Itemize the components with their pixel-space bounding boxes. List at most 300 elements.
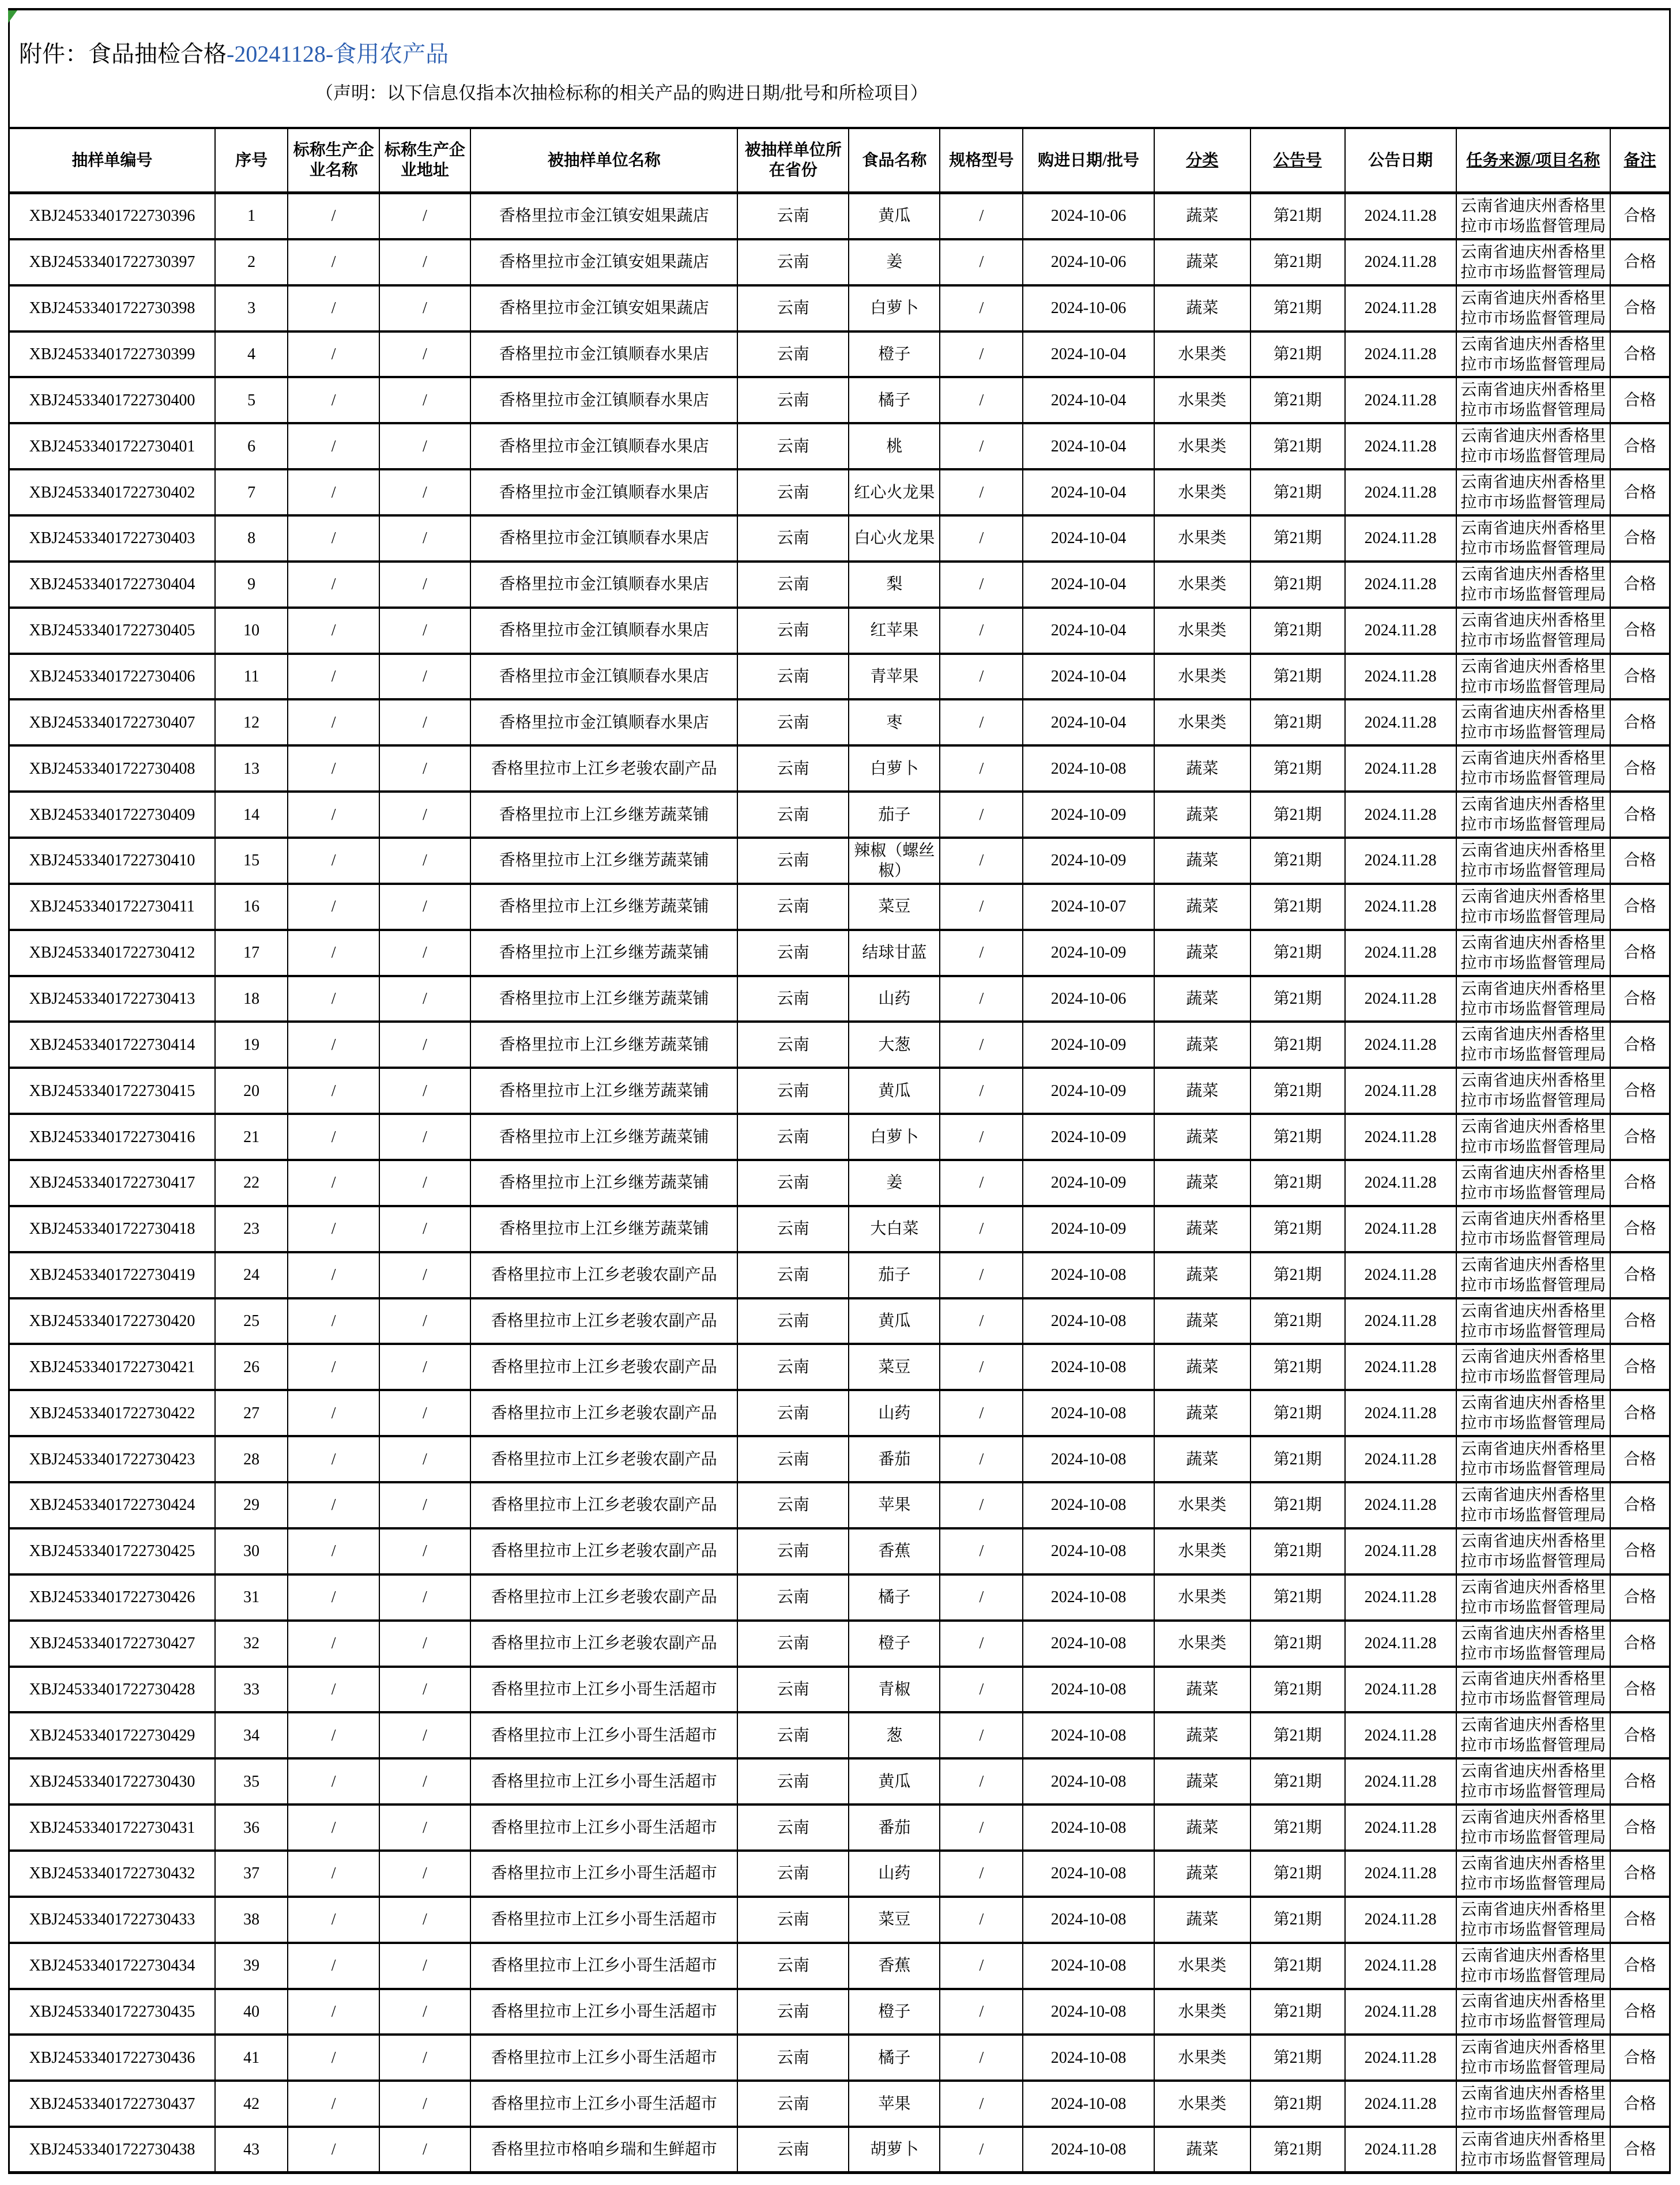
cell-food-name: 橙子 (849, 1990, 940, 2034)
cell-notice-date: 2024.11.28 (1346, 1391, 1457, 1435)
cell-food-name: 菜豆 (849, 885, 940, 929)
cell-remark: 合格 (1624, 759, 1656, 778)
cell-task-source: 云南省迪庆州香格里拉市市场监督管理局 (1457, 655, 1611, 699)
cell-province: 云南 (738, 287, 849, 330)
cell-food-name: 白萝卜 (849, 1115, 940, 1159)
cell-seq-no: 30 (216, 1530, 289, 1573)
cell-notice-no: 第21期 (1251, 1483, 1346, 1527)
cell-seq-no: 3 (216, 287, 289, 330)
cell-producer-name: / (288, 1253, 379, 1297)
cell-spec-model: / (940, 1990, 1023, 2034)
cell-sample-id: XBJ24533401722730425 (10, 1530, 216, 1573)
table-row (10, 655, 1669, 701)
cell-producer-name: / (288, 1161, 379, 1205)
cell-spec-model: / (940, 1530, 1023, 1573)
cell-producer-name: / (288, 1437, 379, 1481)
cell-purchase-date: 2024-10-08 (1023, 1898, 1154, 1942)
cell-sampled-unit: 香格里拉市上江乡小哥生活超市 (471, 2036, 738, 2079)
cell-producer-address: / (380, 1576, 471, 1619)
cell-sampled-unit: 香格里拉市上江乡继芳蔬菜铺 (471, 1023, 738, 1067)
cell-spec-model: / (940, 1898, 1023, 1942)
cell-purchase-date: 2024-10-08 (1023, 2036, 1154, 2079)
cell-remark: 合格 (1624, 1404, 1656, 1422)
cell-sample-id: XBJ24533401722730402 (10, 470, 216, 514)
cell-food-name: 番茄 (849, 1437, 940, 1481)
attachment-title-text: 食品抽检合格 (88, 41, 227, 67)
cell-producer-name: / (288, 1391, 379, 1435)
cell-task-source: 云南省迪庆州香格里拉市市场监督管理局 (1457, 333, 1611, 376)
table-row (10, 609, 1669, 655)
cell-task-source: 云南省迪庆州香格里拉市市场监督管理局 (1457, 793, 1611, 837)
cell-purchase-date: 2024-10-08 (1023, 1668, 1154, 1712)
cell-remark: 合格 (1624, 1220, 1656, 1238)
cell-seq-no: 43 (216, 2128, 289, 2171)
cell-purchase-date: 2024-10-08 (1023, 1713, 1154, 1757)
cell-task-source: 云南省迪庆州香格里拉市市场监督管理局 (1457, 1299, 1611, 1343)
cell-remark: 合格 (1624, 1726, 1656, 1745)
cell-notice-no: 第21期 (1251, 378, 1346, 422)
cell-sample-id: XBJ24533401722730413 (10, 977, 216, 1021)
cell-producer-address: / (380, 1115, 471, 1159)
cell-province: 云南 (738, 1207, 849, 1251)
column-header-category: 分类 (1155, 129, 1251, 191)
cell-notice-date: 2024.11.28 (1346, 1023, 1457, 1067)
cell-remark: 合格 (1624, 1312, 1656, 1331)
cell-category: 水果类 (1155, 1990, 1251, 2034)
attachment-prefix: 附件： (19, 41, 88, 67)
attachment-link[interactable]: -20241128-食用农产品 (227, 41, 449, 67)
cell-task-source: 云南省迪庆州香格里拉市市场监督管理局 (1457, 1345, 1611, 1389)
cell-producer-address: / (380, 700, 471, 744)
cell-province: 云南 (738, 1576, 849, 1619)
cell-seq-no: 12 (216, 700, 289, 744)
cell-sampled-unit: 香格里拉市上江乡老骏农副产品 (471, 1483, 738, 1527)
cell-task-source: 云南省迪庆州香格里拉市市场监督管理局 (1457, 747, 1611, 790)
cell-notice-no: 第21期 (1251, 1207, 1346, 1251)
cell-sampled-unit: 香格里拉市上江乡老骏农副产品 (471, 747, 738, 790)
cell-sampled-unit: 香格里拉市上江乡小哥生活超市 (471, 1806, 738, 1849)
table-row (10, 1391, 1669, 1437)
table-row (10, 885, 1669, 931)
cell-seq-no: 9 (216, 563, 289, 606)
cell-purchase-date: 2024-10-08 (1023, 1483, 1154, 1527)
cell-notice-no: 第21期 (1251, 885, 1346, 929)
cell-province: 云南 (738, 1253, 849, 1297)
table-row (10, 1023, 1669, 1069)
cell-notice-date: 2024.11.28 (1346, 793, 1457, 837)
cell-purchase-date: 2024-10-08 (1023, 747, 1154, 790)
cell-producer-address: / (380, 655, 471, 699)
cell-sample-id: XBJ24533401722730432 (10, 1852, 216, 1896)
cell-notice-date: 2024.11.28 (1346, 700, 1457, 744)
cell-notice-no: 第21期 (1251, 1898, 1346, 1942)
cell-sampled-unit: 香格里拉市上江乡继芳蔬菜铺 (471, 885, 738, 929)
cell-sample-id: XBJ24533401722730409 (10, 793, 216, 837)
cell-food-name: 胡萝卜 (849, 2128, 940, 2171)
table-row (10, 1713, 1669, 1760)
cell-producer-name: / (288, 793, 379, 837)
cell-sampled-unit: 香格里拉市金江镇顺春水果店 (471, 470, 738, 514)
cell-sample-id: XBJ24533401722730426 (10, 1576, 216, 1619)
cell-producer-address: / (380, 1483, 471, 1527)
cell-purchase-date: 2024-10-04 (1023, 470, 1154, 514)
cell-remark: 合格 (1624, 1358, 1656, 1376)
table-row (10, 2128, 1669, 2174)
cell-province: 云南 (738, 747, 849, 790)
cell-category: 蔬菜 (1155, 1345, 1251, 1389)
cell-sample-id: XBJ24533401722730424 (10, 1483, 216, 1527)
cell-food-name: 山药 (849, 1391, 940, 1435)
cell-producer-address: / (380, 563, 471, 606)
cell-notice-date: 2024.11.28 (1346, 1345, 1457, 1389)
cell-producer-name: / (288, 1806, 379, 1849)
cell-sampled-unit: 香格里拉市上江乡继芳蔬菜铺 (471, 1115, 738, 1159)
cell-seq-no: 27 (216, 1391, 289, 1435)
cell-seq-no: 8 (216, 517, 289, 560)
cell-task-source: 云南省迪庆州香格里拉市市场监督管理局 (1457, 839, 1611, 883)
cell-sample-id: XBJ24533401722730434 (10, 1944, 216, 1988)
cell-notice-date: 2024.11.28 (1346, 2128, 1457, 2171)
cell-remark: 合格 (1624, 944, 1656, 962)
cell-notice-no: 第21期 (1251, 1437, 1346, 1481)
cell-task-source: 云南省迪庆州香格里拉市市场监督管理局 (1457, 517, 1611, 560)
cell-province: 云南 (738, 1483, 849, 1527)
cell-producer-name: / (288, 2082, 379, 2126)
cell-seq-no: 5 (216, 378, 289, 422)
cell-seq-no: 40 (216, 1990, 289, 2034)
cell-category: 蔬菜 (1155, 839, 1251, 883)
cell-seq-no: 22 (216, 1161, 289, 1205)
cell-food-name: 桃 (849, 424, 940, 468)
cell-spec-model: / (940, 517, 1023, 560)
cell-remark: 合格 (1624, 1818, 1656, 1837)
cell-seq-no: 37 (216, 1852, 289, 1896)
cell-notice-no: 第21期 (1251, 1668, 1346, 1712)
cell-purchase-date: 2024-10-08 (1023, 1437, 1154, 1481)
cell-sample-id: XBJ24533401722730435 (10, 1990, 216, 2034)
table-row (10, 1576, 1669, 1622)
cell-province: 云南 (738, 1530, 849, 1573)
cell-notice-no: 第21期 (1251, 194, 1346, 238)
column-header-notice-no: 公告号 (1251, 129, 1346, 191)
cell-purchase-date: 2024-10-09 (1023, 1207, 1154, 1251)
cell-spec-model: / (940, 931, 1023, 975)
cell-sampled-unit: 香格里拉市上江乡小哥生活超市 (471, 1944, 738, 1988)
table-row (10, 839, 1669, 885)
cell-category: 蔬菜 (1155, 1069, 1251, 1113)
cell-purchase-date: 2024-10-09 (1023, 839, 1154, 883)
cell-remark: 合格 (1624, 575, 1656, 594)
cell-notice-no: 第21期 (1251, 2036, 1346, 2079)
cell-spec-model: / (940, 470, 1023, 514)
cell-sampled-unit: 香格里拉市上江乡老骏农副产品 (471, 1437, 738, 1481)
cell-seq-no: 41 (216, 2036, 289, 2079)
cell-remark: 合格 (1624, 1772, 1656, 1791)
cell-producer-name: / (288, 1299, 379, 1343)
cell-producer-name: / (288, 287, 379, 330)
cell-province: 云南 (738, 1391, 849, 1435)
cell-producer-address: / (380, 1530, 471, 1573)
cell-purchase-date: 2024-10-08 (1023, 1253, 1154, 1297)
cell-food-name: 橙子 (849, 1622, 940, 1666)
cell-remark: 合格 (1624, 621, 1656, 640)
cell-producer-address: / (380, 1437, 471, 1481)
cell-spec-model: / (940, 1760, 1023, 1803)
cell-seq-no: 10 (216, 609, 289, 653)
cell-purchase-date: 2024-10-08 (1023, 1944, 1154, 1988)
table-row (10, 333, 1669, 379)
cell-sample-id: XBJ24533401722730436 (10, 2036, 216, 2079)
cell-category: 水果类 (1155, 700, 1251, 744)
cell-seq-no: 29 (216, 1483, 289, 1527)
cell-producer-address: / (380, 1069, 471, 1113)
cell-remark: 合格 (1624, 1496, 1656, 1515)
cell-notice-date: 2024.11.28 (1346, 1576, 1457, 1619)
cell-producer-address: / (380, 517, 471, 560)
cell-producer-address: / (380, 1852, 471, 1896)
cell-task-source: 云南省迪庆州香格里拉市市场监督管理局 (1457, 2082, 1611, 2126)
cell-province: 云南 (738, 378, 849, 422)
cell-food-name: 白心火龙果 (849, 517, 940, 560)
cell-notice-date: 2024.11.28 (1346, 1299, 1457, 1343)
cell-task-source: 云南省迪庆州香格里拉市市场监督管理局 (1457, 1806, 1611, 1849)
cell-notice-date: 2024.11.28 (1346, 977, 1457, 1021)
cell-notice-no: 第21期 (1251, 1161, 1346, 1205)
cell-spec-model: / (940, 1437, 1023, 1481)
cell-province: 云南 (738, 1944, 849, 1988)
cell-province: 云南 (738, 1023, 849, 1067)
cell-seq-no: 2 (216, 240, 289, 284)
cell-notice-no: 第21期 (1251, 747, 1346, 790)
cell-sample-id: XBJ24533401722730407 (10, 700, 216, 744)
cell-notice-no: 第21期 (1251, 1760, 1346, 1803)
column-header-notice-date: 公告日期 (1346, 129, 1457, 191)
cell-province: 云南 (738, 1622, 849, 1666)
table-row (10, 977, 1669, 1023)
cell-producer-address: / (380, 1760, 471, 1803)
cell-producer-address: / (380, 1806, 471, 1849)
cell-category: 蔬菜 (1155, 240, 1251, 284)
cell-notice-no: 第21期 (1251, 517, 1346, 560)
cell-purchase-date: 2024-10-09 (1023, 793, 1154, 837)
cell-sampled-unit: 香格里拉市金江镇顺春水果店 (471, 378, 738, 422)
cell-notice-date: 2024.11.28 (1346, 931, 1457, 975)
cell-remark: 合格 (1624, 2141, 1656, 2159)
cell-purchase-date: 2024-10-04 (1023, 378, 1154, 422)
cell-category: 蔬菜 (1155, 793, 1251, 837)
cell-sampled-unit: 香格里拉市上江乡小哥生活超市 (471, 2082, 738, 2126)
table-row (10, 1345, 1669, 1391)
column-header-task-source: 任务来源/项目名称 (1457, 129, 1611, 191)
cell-sampled-unit: 香格里拉市金江镇顺春水果店 (471, 517, 738, 560)
cell-seq-no: 31 (216, 1576, 289, 1619)
cell-spec-model: / (940, 2036, 1023, 2079)
cell-purchase-date: 2024-10-04 (1023, 424, 1154, 468)
cell-purchase-date: 2024-10-08 (1023, 1576, 1154, 1619)
cell-sampled-unit: 香格里拉市金江镇安姐果蔬店 (471, 240, 738, 284)
cell-producer-name: / (288, 1023, 379, 1067)
cell-producer-address: / (380, 1990, 471, 2034)
cell-province: 云南 (738, 1437, 849, 1481)
cell-spec-model: / (940, 1668, 1023, 1712)
cell-spec-model: / (940, 1299, 1023, 1343)
cell-province: 云南 (738, 1299, 849, 1343)
cell-producer-address: / (380, 1622, 471, 1666)
cell-food-name: 枣 (849, 700, 940, 744)
cell-food-name: 香蕉 (849, 1944, 940, 1988)
cell-sampled-unit: 香格里拉市上江乡小哥生活超市 (471, 1898, 738, 1942)
cell-task-source: 云南省迪庆州香格里拉市市场监督管理局 (1457, 378, 1611, 422)
cell-remark: 合格 (1624, 529, 1656, 548)
cell-category: 水果类 (1155, 333, 1251, 376)
cell-sample-id: XBJ24533401722730412 (10, 931, 216, 975)
table-row (10, 1668, 1669, 1714)
cell-producer-address: / (380, 931, 471, 975)
cell-sample-id: XBJ24533401722730420 (10, 1299, 216, 1343)
cell-remark: 合格 (1624, 1957, 1656, 1975)
cell-notice-no: 第21期 (1251, 1115, 1346, 1159)
cell-seq-no: 20 (216, 1069, 289, 1113)
table-row (10, 1161, 1669, 1207)
cell-task-source: 云南省迪庆州香格里拉市市场监督管理局 (1457, 287, 1611, 330)
cell-seq-no: 34 (216, 1713, 289, 1757)
cell-province: 云南 (738, 2036, 849, 2079)
cell-task-source: 云南省迪庆州香格里拉市市场监督管理局 (1457, 1668, 1611, 1712)
cell-notice-no: 第21期 (1251, 1852, 1346, 1896)
cell-sampled-unit: 香格里拉市上江乡小哥生活超市 (471, 1668, 738, 1712)
cell-producer-address: / (380, 2128, 471, 2171)
cell-seq-no: 23 (216, 1207, 289, 1251)
cell-notice-date: 2024.11.28 (1346, 1898, 1457, 1942)
cell-food-name: 茄子 (849, 793, 940, 837)
cell-producer-address: / (380, 1161, 471, 1205)
cell-sample-id: XBJ24533401722730401 (10, 424, 216, 468)
cell-province: 云南 (738, 700, 849, 744)
cell-remark: 合格 (1624, 805, 1656, 824)
cell-seq-no: 7 (216, 470, 289, 514)
cell-sampled-unit: 香格里拉市上江乡继芳蔬菜铺 (471, 931, 738, 975)
table-row (10, 1253, 1669, 1299)
cell-province: 云南 (738, 424, 849, 468)
cell-task-source: 云南省迪庆州香格里拉市市场监督管理局 (1457, 1391, 1611, 1435)
cell-notice-date: 2024.11.28 (1346, 1161, 1457, 1205)
cell-spec-model: / (940, 1944, 1023, 1988)
cell-food-name: 白萝卜 (849, 287, 940, 330)
cell-remark: 合格 (1624, 668, 1656, 686)
cell-producer-name: / (288, 1898, 379, 1942)
cell-province: 云南 (738, 517, 849, 560)
cell-seq-no: 6 (216, 424, 289, 468)
cell-spec-model: / (940, 1161, 1023, 1205)
table-row (10, 1806, 1669, 1852)
cell-seq-no: 17 (216, 931, 289, 975)
cell-seq-no: 33 (216, 1668, 289, 1712)
table-row (10, 1760, 1669, 1806)
table-row (10, 563, 1669, 609)
cell-remark: 合格 (1624, 852, 1656, 870)
cell-task-source: 云南省迪庆州香格里拉市市场监督管理局 (1457, 885, 1611, 929)
table-row (10, 2082, 1669, 2128)
cell-producer-name: / (288, 378, 379, 422)
cell-purchase-date: 2024-10-08 (1023, 1760, 1154, 1803)
cell-remark: 合格 (1624, 1128, 1656, 1146)
cell-province: 云南 (738, 2082, 849, 2126)
cell-province: 云南 (738, 1713, 849, 1757)
cell-producer-name: / (288, 1115, 379, 1159)
cell-spec-model: / (940, 2128, 1023, 2171)
column-header-remark: 备注 (1624, 151, 1656, 169)
cell-notice-date: 2024.11.28 (1346, 470, 1457, 514)
cell-remark: 合格 (1624, 1450, 1656, 1468)
table-row (10, 2036, 1669, 2082)
cell-category: 水果类 (1155, 1576, 1251, 1619)
cell-province: 云南 (738, 1069, 849, 1113)
cell-province: 云南 (738, 333, 849, 376)
attachment-title (19, 36, 449, 69)
cell-purchase-date: 2024-10-04 (1023, 563, 1154, 606)
table-row (10, 1898, 1669, 1944)
table-row (10, 470, 1669, 517)
cell-notice-date: 2024.11.28 (1346, 747, 1457, 790)
cell-remark: 合格 (1624, 990, 1656, 1008)
cell-category: 水果类 (1155, 1483, 1251, 1527)
cell-food-name: 橘子 (849, 378, 940, 422)
cell-producer-address: / (380, 1023, 471, 1067)
cell-task-source: 云南省迪庆州香格里拉市市场监督管理局 (1457, 1990, 1611, 2034)
column-header-spec-model: 规格型号 (940, 129, 1023, 191)
cell-seq-no: 38 (216, 1898, 289, 1942)
table-body (10, 194, 1669, 2174)
cell-notice-date: 2024.11.28 (1346, 1115, 1457, 1159)
cell-spec-model: / (940, 885, 1023, 929)
cell-producer-address: / (380, 1898, 471, 1942)
cell-purchase-date: 2024-10-09 (1023, 1115, 1154, 1159)
cell-notice-no: 第21期 (1251, 1345, 1346, 1389)
cell-notice-date: 2024.11.28 (1346, 517, 1457, 560)
cell-remark: 合格 (1624, 898, 1656, 916)
cell-province: 云南 (738, 240, 849, 284)
cell-category: 蔬菜 (1155, 1161, 1251, 1205)
cell-sampled-unit: 香格里拉市上江乡小哥生活超市 (471, 1852, 738, 1896)
cell-sample-id: XBJ24533401722730431 (10, 1806, 216, 1849)
cell-sample-id: XBJ24533401722730400 (10, 378, 216, 422)
cell-sampled-unit: 香格里拉市上江乡继芳蔬菜铺 (471, 977, 738, 1021)
table-row (10, 700, 1669, 747)
cell-purchase-date: 2024-10-08 (1023, 1852, 1154, 1896)
cell-sample-id: XBJ24533401722730422 (10, 1391, 216, 1435)
cell-producer-name: / (288, 1207, 379, 1251)
cell-remark: 合格 (1624, 2048, 1656, 2067)
cell-task-source: 云南省迪庆州香格里拉市市场监督管理局 (1457, 2128, 1611, 2171)
cell-spec-model: / (940, 839, 1023, 883)
cell-sampled-unit: 香格里拉市上江乡继芳蔬菜铺 (471, 793, 738, 837)
cell-notice-date: 2024.11.28 (1346, 1944, 1457, 1988)
cell-producer-name: / (288, 1483, 379, 1527)
cell-category: 水果类 (1155, 378, 1251, 422)
cell-purchase-date: 2024-10-08 (1023, 1299, 1154, 1343)
cell-purchase-date: 2024-10-08 (1023, 2082, 1154, 2126)
cell-notice-no: 第21期 (1251, 1391, 1346, 1435)
cell-producer-name: / (288, 977, 379, 1021)
cell-producer-address: / (380, 1345, 471, 1389)
cell-notice-date: 2024.11.28 (1346, 1806, 1457, 1849)
cell-remark: 合格 (1624, 253, 1656, 272)
cell-sample-id: XBJ24533401722730398 (10, 287, 216, 330)
cell-task-source: 云南省迪庆州香格里拉市市场监督管理局 (1457, 1207, 1611, 1251)
cell-spec-model: / (940, 747, 1023, 790)
cell-notice-date: 2024.11.28 (1346, 378, 1457, 422)
table-row (10, 1530, 1669, 1576)
